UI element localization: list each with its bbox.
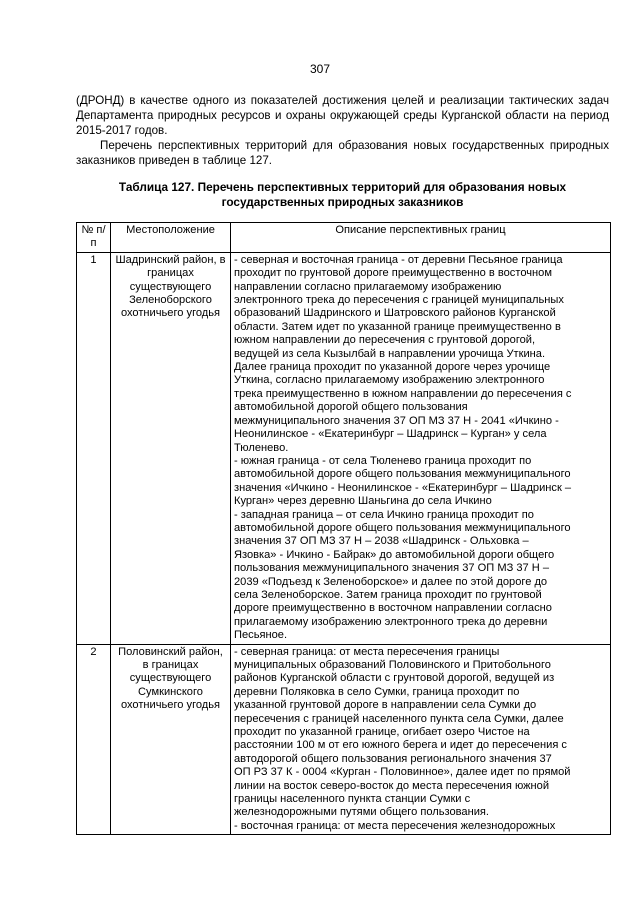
description-line: автомобильной дороге общего пользования межмуниципального bbox=[234, 521, 571, 534]
page-number: 307 bbox=[309, 62, 331, 76]
row-location: Половинский район, в границах существующего Сумкинского охотничьего угодья bbox=[111, 644, 231, 835]
intro-paragraph-1: (ДРОНД) в качестве одного из показателей достижения целей и реализации тактических задач Департамента природных ресурсов и охраны окружающей среды Курганской области на период 2015-2017 годов. bbox=[76, 94, 609, 137]
description-line: значения «Ичкино - Неонилинское - «Екатеринбург – Шадринск – bbox=[234, 481, 572, 494]
description-line: проходит по грунтовой дороге преимущественно в восточном bbox=[234, 267, 552, 280]
description-line: Язовка» - Ичкино - Байрак» до автомобильной дороги общего bbox=[234, 548, 555, 561]
table-row bbox=[77, 644, 611, 835]
intro-paragraph-2: Перечень перспективных территорий для образования новых государственных природных заказников приведен в таблице 127. bbox=[76, 139, 609, 167]
description-line: автодорогой общего пользования регионального значения 37 bbox=[234, 752, 552, 765]
header-num: № п/п bbox=[77, 223, 111, 253]
description-line: Тюленево. bbox=[234, 441, 289, 454]
description-line: автомобильной дороге общего пользования межмуниципального bbox=[234, 468, 571, 481]
description-line: - северная и восточная граница - от деревни Песьяное граница bbox=[234, 253, 563, 266]
description-line: межмуниципального значения 37 ОП МЗ 37 Н - 2041 «Ичкино - bbox=[234, 414, 559, 427]
description-line: южном направлении до пересечения с грунтовой дорогой, bbox=[234, 334, 536, 347]
description-line: образований Шадринского и Шатровского районов Курганской bbox=[234, 307, 556, 320]
row-description bbox=[231, 644, 611, 835]
table-caption-line-1: Таблица 127. Перечень перспективных территорий для образования новых bbox=[118, 180, 567, 194]
description-line: значения 37 ОП МЗ 37 Н – 2038 «Шадринск - Ольховка – bbox=[234, 535, 529, 548]
description-line: 2039 «Подъезд к Зеленоборское» и далее по этой дороге до bbox=[234, 575, 548, 588]
description-line: Песьяное. bbox=[234, 629, 288, 642]
row-number: 2 bbox=[77, 644, 111, 835]
table-caption bbox=[76, 180, 609, 210]
description-line: границы населенного пункта станции Сумки с bbox=[234, 793, 471, 806]
description-line: - восточная граница: от места пересечения железнодорожных bbox=[234, 819, 556, 832]
description-line: пользования межмуниципального значения 37 ОП МЗ 37 Н – bbox=[234, 562, 550, 575]
description-line: ведущей из села Кызылбай в направлении урочища Уткина. bbox=[234, 347, 546, 360]
description-line: - западная граница – от села Ичкино граница проходит по bbox=[234, 508, 534, 521]
description-line: деревни Поляковка в село Сумки, граница проходит по bbox=[234, 685, 520, 698]
description-line: - южная граница - от села Тюленево граница проходит по bbox=[234, 454, 532, 467]
territories-table bbox=[76, 222, 611, 835]
description-line: электронного трека до пересечения с границей муниципальных bbox=[234, 294, 564, 307]
header-location: Местоположение bbox=[111, 223, 231, 253]
row-number: 1 bbox=[77, 252, 111, 644]
description-line: Курган» через деревню Шаньгина до села Ичкино bbox=[234, 495, 492, 508]
table-header-row bbox=[77, 223, 611, 253]
description-line: железнодорожными путями общего пользования. bbox=[234, 806, 490, 819]
description-line: прилагаемому изображению электронного трека до деревни bbox=[234, 615, 548, 628]
description-line: указанной грунтовой дороге в направлении села Сумки до bbox=[234, 699, 537, 712]
description-line: направлении согласно прилагаемому изображению bbox=[234, 280, 502, 293]
row-location: Шадринский район, в границах существующего Зеленоборского охотничьего угодья bbox=[111, 252, 231, 644]
description-line: районов Курганской области с грунтовой дорогой, ведущей из bbox=[234, 672, 555, 685]
description-line: - северная граница: от места пересечения границы bbox=[234, 645, 500, 658]
description-line: линии на восток северо-восток до места пересечения южной bbox=[234, 779, 550, 792]
table-caption-line-2: государственных природных заказников bbox=[221, 195, 464, 209]
description-line: проходит по указанной границе, огибает озеро Чистое на bbox=[234, 726, 530, 739]
description-line: села Зеленоборское. Затем граница проходит по грунтовой bbox=[234, 588, 542, 601]
description-line: расстоянии 100 м от его южного берега и идет до пересечения с bbox=[234, 739, 567, 752]
description-line: пересечения с границей населенного пункта села Сумки, далее bbox=[234, 712, 564, 725]
description-line: дороге преимущественно в восточном направлении согласно bbox=[234, 602, 552, 615]
description-line: Неонилинское - «Екатеринбург – Шадринск – Курган» у села bbox=[234, 428, 547, 441]
description-line: Уткина, согласно прилагаемому изображению электронного bbox=[234, 374, 545, 387]
description-line: трека преимущественно в южном направлении до пересечения с bbox=[234, 387, 572, 400]
description-line: автомобильной дорогой общего пользования bbox=[234, 401, 468, 414]
row-description bbox=[231, 252, 611, 644]
description-line: муниципальных образований Половинского и Притобольного bbox=[234, 659, 551, 671]
description-line: ОП РЗ 37 К - 0004 «Курган - Половинное», далее идет по прямой bbox=[234, 766, 571, 779]
table-row bbox=[77, 252, 611, 644]
intro-text bbox=[76, 93, 609, 168]
description-line: области. Затем идет по указанной границе преимущественно в bbox=[234, 320, 561, 333]
description-line: Далее граница проходит по указанной дороге через урочище bbox=[234, 361, 551, 374]
header-description: Описание перспективных границ bbox=[231, 223, 611, 253]
